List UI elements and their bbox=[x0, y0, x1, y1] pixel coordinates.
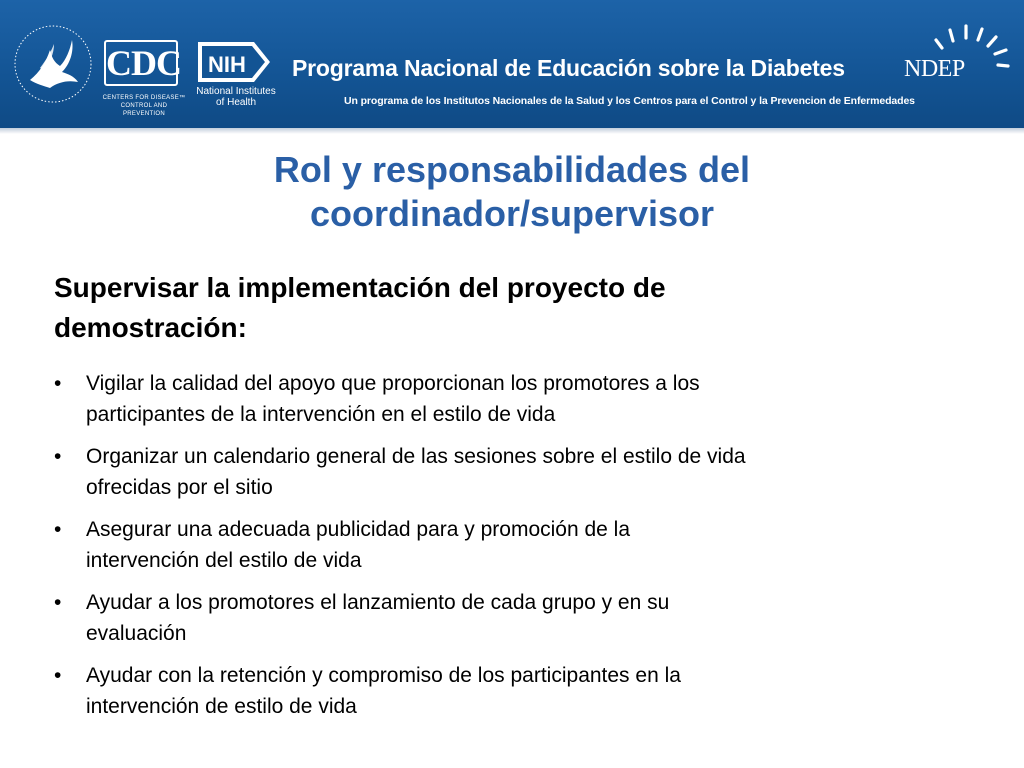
program-title: Programa Nacional de Educación sobre la Diabetes bbox=[292, 55, 845, 81]
nih-logo-text: NIH bbox=[208, 52, 246, 77]
slide-title bbox=[112, 148, 912, 236]
bullet-item bbox=[54, 441, 994, 503]
slide-title-line2: coordinador/supervisor bbox=[309, 193, 715, 234]
section-heading-line2: demostración: bbox=[54, 312, 247, 343]
slide-title-line1: Rol y responsabilidades del bbox=[273, 149, 751, 190]
bullet-text-line2: intervención del estilo de vida bbox=[86, 549, 362, 572]
ndep-logo: NDEP bbox=[904, 56, 965, 82]
bullet-text-line1: Organizar un calendario general de las sesiones sobre el estilo de vida bbox=[86, 445, 746, 468]
bullet-text-line2: ofrecidas por el sitio bbox=[86, 476, 273, 499]
program-subtitle: Un programa de los Institutos Nacionales de la Salud y los Centros para el Control y la Prevencion de Enfermedades bbox=[344, 95, 915, 107]
bullet-marker: • bbox=[54, 518, 62, 541]
nih-name-line1: National Institutes bbox=[196, 86, 276, 97]
bullet-text-line1: Vigilar la calidad del apoyo que proporcionan los promotores a los bbox=[86, 372, 700, 395]
bullet-text-line2: evaluación bbox=[86, 622, 187, 645]
bullet-text-line1: Ayudar a los promotores el lanzamiento de cada grupo y en su bbox=[86, 591, 670, 614]
nih-logo bbox=[196, 40, 276, 84]
bullet-text-line1: Ayudar con la retención y compromiso de los participantes en la bbox=[86, 664, 681, 687]
cdc-logo-subtitle bbox=[100, 94, 188, 118]
header-banner bbox=[0, 0, 1024, 128]
bullet-marker: • bbox=[54, 664, 62, 687]
bullet-text-line1: Asegurar una adecuada publicidad para y promoción de la bbox=[86, 518, 631, 541]
bullet-text-line2: participantes de la intervención en el estilo de vida bbox=[86, 403, 556, 426]
banner-shadow bbox=[0, 128, 1024, 134]
bullet-marker: • bbox=[54, 591, 62, 614]
nih-name-line2: of Health bbox=[215, 97, 257, 108]
section-heading-line1: Supervisar la implementación del proyecto de bbox=[54, 272, 666, 303]
bullet-list bbox=[54, 368, 994, 733]
cdc-logo: CDC bbox=[104, 40, 178, 86]
hhs-seal-logo bbox=[10, 10, 96, 118]
bullet-marker: • bbox=[54, 372, 62, 395]
section-heading bbox=[54, 268, 974, 348]
nih-name bbox=[196, 86, 276, 108]
bullet-item bbox=[54, 368, 994, 430]
bullet-item bbox=[54, 587, 994, 649]
bullet-item bbox=[54, 514, 994, 576]
bullet-item bbox=[54, 660, 994, 722]
cdc-sub-line2: CONTROL AND PREVENTION bbox=[120, 103, 168, 117]
bullet-text-line2: intervención de estilo de vida bbox=[86, 695, 357, 718]
cdc-sub-line1: CENTERS FOR DISEASE™ bbox=[102, 95, 186, 101]
bullet-marker: • bbox=[54, 445, 62, 468]
